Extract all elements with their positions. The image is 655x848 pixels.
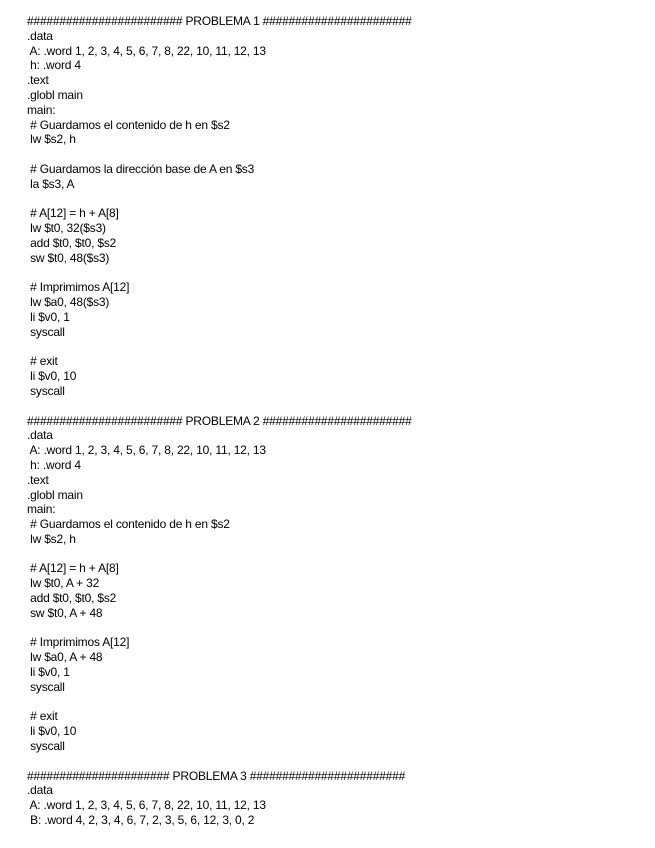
code-label: main: bbox=[27, 502, 56, 517]
code-line: li $v0, 1 bbox=[27, 665, 70, 680]
code-line: add $t0, $t0, $s2 bbox=[27, 591, 117, 606]
code-line: sw $t0, 48($s3) bbox=[27, 250, 110, 265]
code-line: h: .word 4 bbox=[27, 457, 81, 472]
blank-line bbox=[27, 754, 647, 769]
code-line: A: .word 1, 2, 3, 4, 5, 6, 7, 8, 22, 10, 11, 12, 13 bbox=[27, 443, 266, 458]
document-page bbox=[27, 14, 647, 828]
blank-line bbox=[27, 266, 647, 281]
code-line: syscall bbox=[27, 679, 65, 694]
blank-line bbox=[27, 399, 647, 414]
assembler-directive: .data bbox=[27, 28, 53, 43]
code-comment: # A[12] = h + A[8] bbox=[27, 206, 119, 221]
blank-line bbox=[27, 340, 647, 355]
code-line: lw $a0, 48($s3) bbox=[27, 295, 110, 310]
blank-line bbox=[27, 547, 647, 562]
code-line: lw $a0, A + 48 bbox=[27, 650, 103, 665]
code-line: syscall bbox=[27, 383, 65, 398]
code-line: li $v0, 10 bbox=[27, 724, 77, 739]
code-line: lw $t0, A + 32 bbox=[27, 576, 100, 591]
code-comment: # Guardamos el contenido de h en $s2 bbox=[27, 517, 230, 532]
code-comment: # exit bbox=[27, 354, 58, 369]
code-line: li $v0, 10 bbox=[27, 369, 77, 384]
code-line: h: .word 4 bbox=[27, 58, 81, 73]
code-line: A: .word 1, 2, 3, 4, 5, 6, 7, 8, 22, 10, 11, 12, 13 bbox=[27, 798, 266, 813]
assembler-directive: .globl main bbox=[27, 487, 83, 502]
code-line: syscall bbox=[27, 739, 65, 754]
code-line: lw $t0, 32($s3) bbox=[27, 221, 106, 236]
section-header: ###################### PROBLEMA 3 ######################## bbox=[27, 768, 406, 783]
code-comment: # Guardamos el contenido de h en $s2 bbox=[27, 117, 230, 132]
code-line: lw $s2, h bbox=[27, 132, 76, 147]
blank-line bbox=[27, 147, 647, 162]
code-label: main: bbox=[27, 102, 56, 117]
blank-line bbox=[27, 621, 647, 636]
section-header: ######################## PROBLEMA 1 ####################### bbox=[27, 14, 412, 28]
assembler-directive: .data bbox=[27, 428, 53, 443]
code-line: la $s3, A bbox=[27, 176, 75, 191]
code-line: syscall bbox=[27, 324, 65, 339]
blank-line bbox=[27, 695, 647, 710]
code-comment: # Imprimimos A[12] bbox=[27, 280, 130, 295]
section-header: ######################## PROBLEMA 2 ####################### bbox=[27, 413, 412, 428]
blank-line bbox=[27, 192, 647, 207]
code-comment: # exit bbox=[27, 709, 58, 724]
code-line: B: .word 4, 2, 3, 4, 6, 7, 2, 3, 5, 6, 12, 3, 0, 2 bbox=[27, 813, 255, 828]
assembler-directive: .text bbox=[27, 73, 49, 88]
code-line: A: .word 1, 2, 3, 4, 5, 6, 7, 8, 22, 10, 11, 12, 13 bbox=[27, 43, 266, 58]
code-line: add $t0, $t0, $s2 bbox=[27, 235, 117, 250]
code-comment: # A[12] = h + A[8] bbox=[27, 561, 119, 576]
assembler-directive: .text bbox=[27, 472, 49, 487]
assembler-directive: .data bbox=[27, 783, 53, 798]
code-line: sw $t0, A + 48 bbox=[27, 605, 103, 620]
code-line: lw $s2, h bbox=[27, 531, 76, 546]
code-comment: # Guardamos la dirección base de A en $s3 bbox=[27, 161, 255, 176]
assembler-directive: .globl main bbox=[27, 87, 83, 102]
code-line: li $v0, 1 bbox=[27, 309, 70, 324]
code-comment: # Imprimimos A[12] bbox=[27, 635, 130, 650]
